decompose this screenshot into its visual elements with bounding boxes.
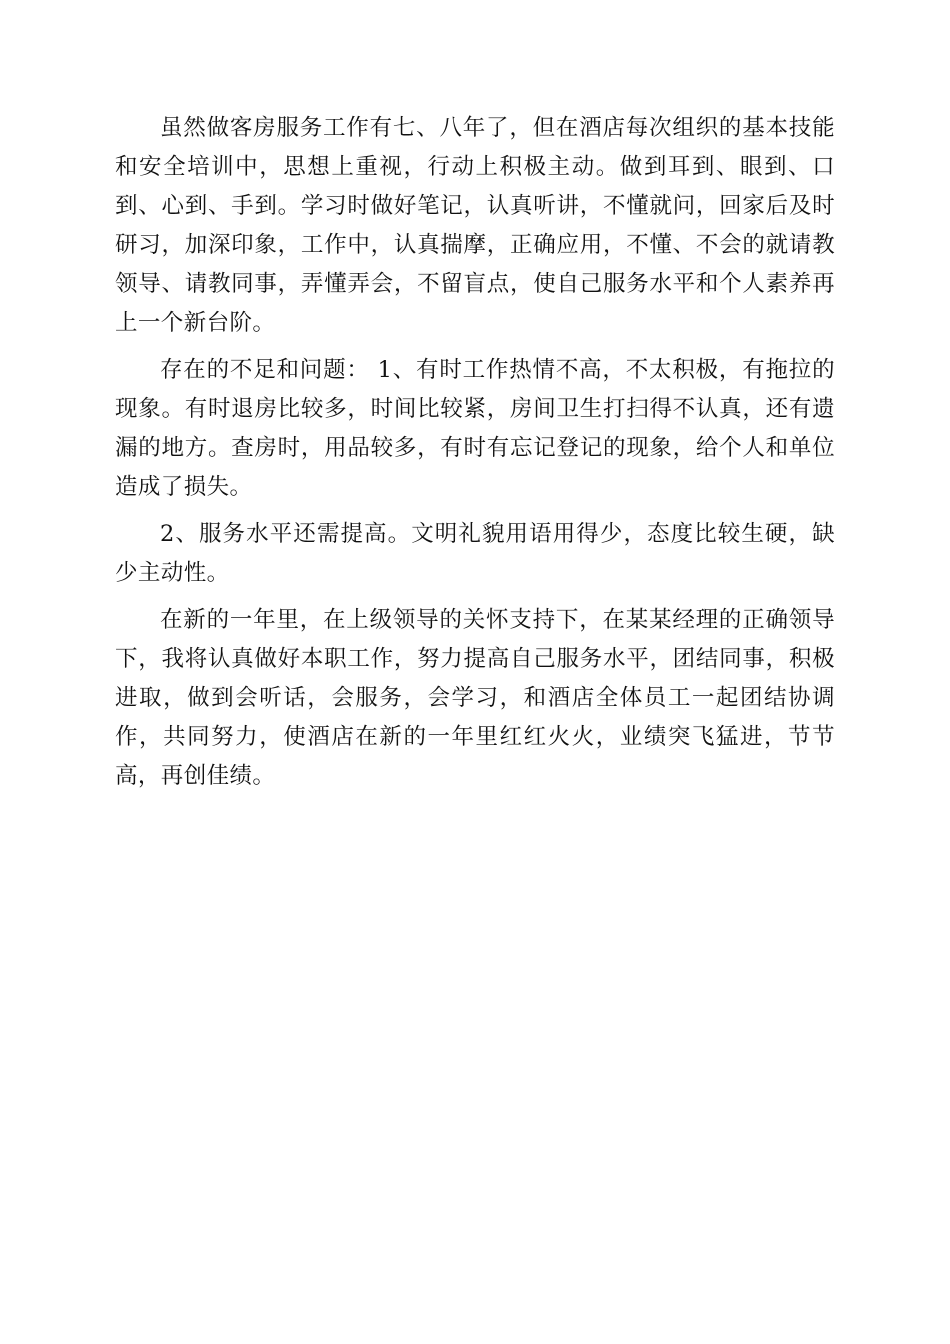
paragraph-self-assessment: 虽然做客房服务工作有七、八年了，但在酒店每次组织的基本技能和安全培训中，思想上重视，行动上积极主动。做到耳到、眼到、口到、心到、手到。学习时做好笔记，认真听讲，不懂就问，回家后及时研习，加深印象，工作中，认真揣摩，正确应用，不懂、不会的就请教领导、请教同事，弄懂弄会，不留盲点，使自己服务水平和个人素养再上一个新台阶。: [115, 115, 835, 336]
paragraph-shortcomings: 存在的不足和问题： 1、有时工作热情不高，不太积极，有拖拉的现象。有时退房比较多，时间比较紧，房间卫生打扫得不认真，还有遗漏的地方。查房时，用品较多，有时有忘记登记的现象，给个人和单位造成了损失。: [115, 357, 835, 500]
document-body: [115, 109, 835, 804]
paragraph-service-level: 2、服务水平还需提高。文明礼貌用语用得少，态度比较生硬，缺少主动性。: [115, 521, 835, 586]
paragraph-new-year-plan: 在新的一年里，在上级领导的关怀支持下，在某某经理的正确领导下，我将认真做好本职工作，努力提高自己服务水平，团结同事，积极进取，做到会听话，会服务，会学习，和酒店全体员工一起团结协调作，共同努力，使酒店在新的一年里红红火火，业绩突飞猛进，节节高，再创佳绩。: [115, 607, 835, 789]
